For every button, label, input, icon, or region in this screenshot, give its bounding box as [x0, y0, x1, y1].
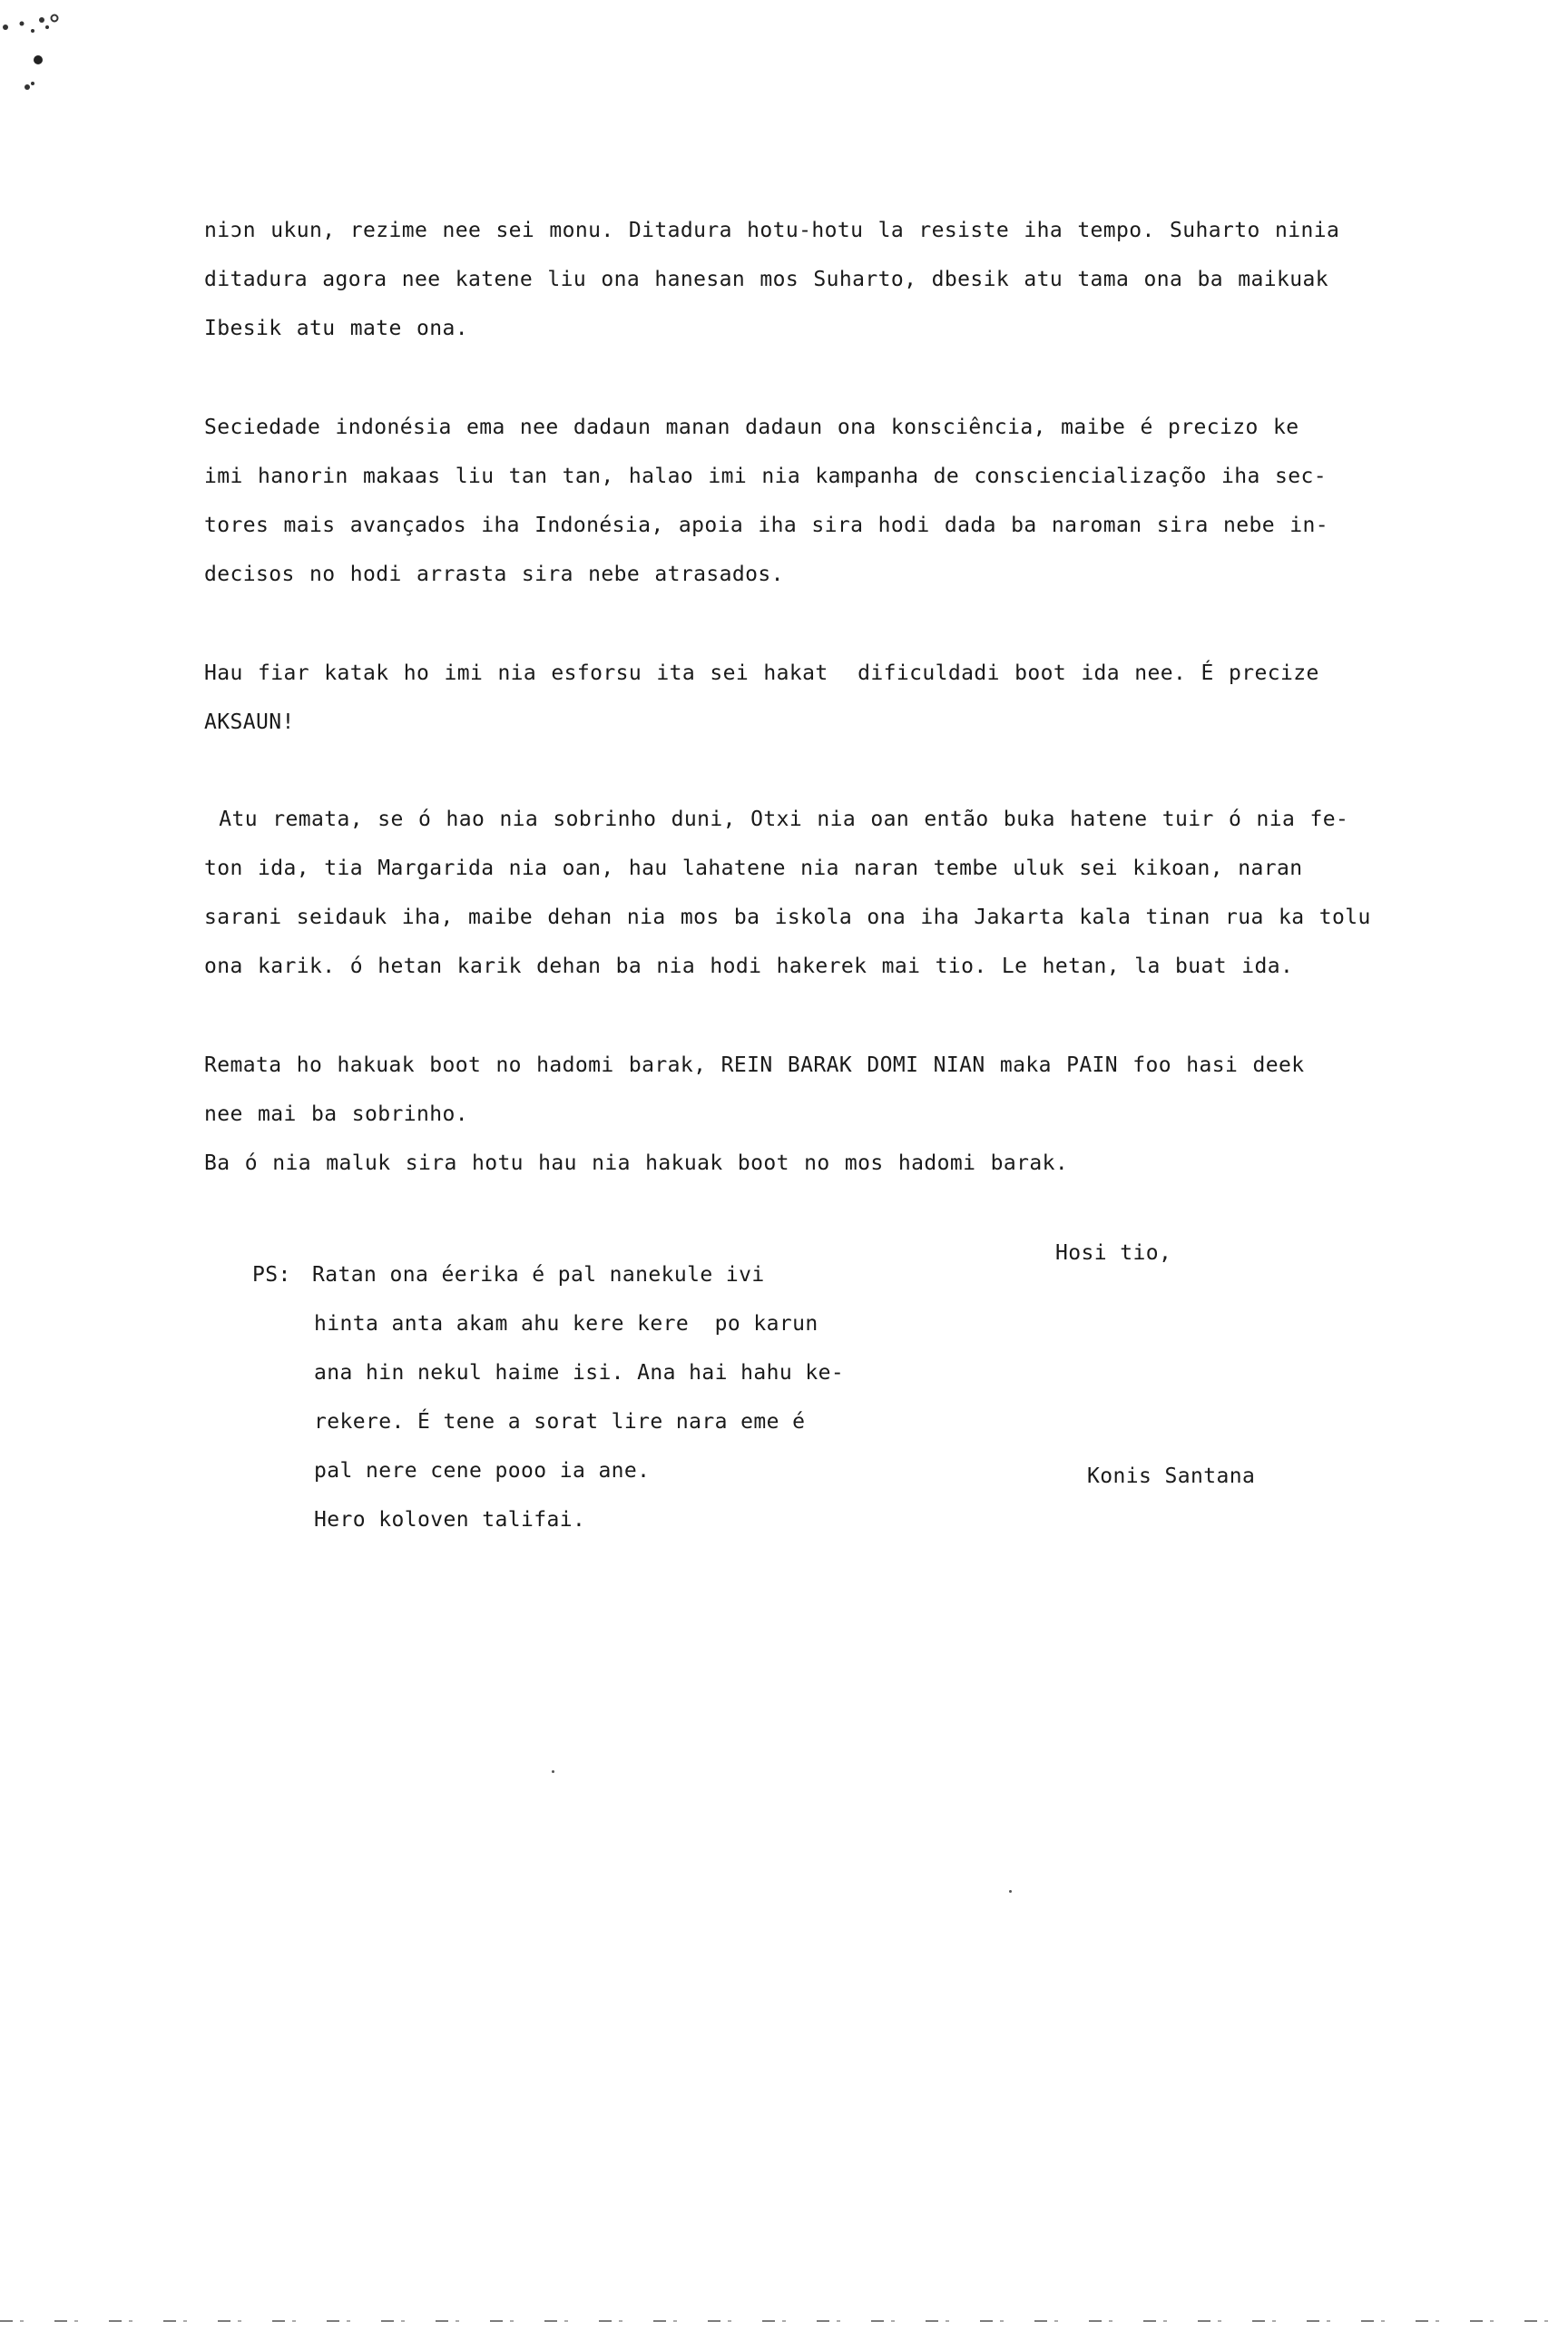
paper-speck [552, 1770, 554, 1773]
text-line: nee mai ba sobrinho. [204, 1102, 468, 1126]
text-line: Hau fiar katak ho imi nia esforsu ita sei hakat dificuldadi boot ida nee. É precize [204, 661, 1319, 685]
text-line: tores mais avançados iha Indonésia, apoia iha sira hodi dada ba naroman sira nebe in- [204, 514, 1329, 537]
scan-edge-line [0, 2320, 1568, 2322]
postscript-label: PS: [252, 1263, 291, 1287]
text-line: rekere. É tene a sorat lire nara eme é [314, 1410, 806, 1434]
text-line: AKSAUN! [204, 710, 295, 734]
text-line: Remata ho hakuak boot no hadomi barak, REIN BARAK DOMI NIAN maka PAIN foo hasi deek [204, 1053, 1305, 1077]
paragraph-3 [204, 649, 1511, 747]
text-line: hinta anta akam ahu kere kere po karun [314, 1312, 818, 1336]
postscript [252, 1250, 978, 1544]
text-line: ditadura agora nee katene liu ona hanesan mos Suharto, dbesik atu tama ona ba maikuak [204, 268, 1329, 291]
text-line: sarani seidauk iha, maibe dehan nia mos ba iskola ona iha Jakarta kala tinan rua ka tolu [204, 906, 1371, 929]
corner-stamp-marks [0, 0, 91, 109]
paragraph-4 [204, 795, 1511, 991]
text-line: Ratan ona éerika é pal nanekule ivi [312, 1263, 765, 1287]
paragraph-1 [204, 206, 1511, 353]
paragraph-2 [204, 403, 1511, 599]
text-line: ton ida, tia Margarida nia oan, hau lahatene nia naran tembe uluk sei kikoan, naran [204, 857, 1303, 880]
text-line: decisos no hodi arrasta sira nebe atrasados. [204, 563, 784, 586]
paragraph-5 [204, 1041, 1511, 1188]
paper-speck [1009, 1890, 1012, 1893]
text-line: pal nere cene pooo ia ane. [314, 1459, 651, 1483]
text-line: imi hanorin makaas liu tan tan, halao imi nia kampanha de consciencializaçõo iha sec- [204, 465, 1328, 488]
text-line: ana hin nekul haime isi. Ana hai hahu ke- [314, 1361, 845, 1385]
closing-salutation: Hosi tio, [1055, 1241, 1172, 1265]
text-line: ona karik. ó hetan karik dehan ba nia hodi hakerek mai tio. Le hetan, la buat ida. [204, 955, 1294, 978]
text-line: niɔn ukun, rezime nee sei monu. Ditadura hotu-hotu la resiste iha tempo. Suharto ninia [204, 219, 1340, 242]
text-line: Atu remata, se ó hao nia sobrinho duni, Otxi nia oan então buka hatene tuir ó nia fe- [204, 808, 1349, 831]
signature-name: Konis Santana [1087, 1464, 1256, 1488]
text-line: Seciedade indonésia ema nee dadaun manan dadaun ona konsciência, maibe é precizo ke [204, 416, 1299, 439]
text-line: Ibesik atu mate ona. [204, 317, 468, 340]
postscript-first-line [252, 1250, 978, 1299]
text-line: Hero koloven talifai. [314, 1508, 586, 1532]
text-line: Ba ó nia maluk sira hotu hau nia hakuak boot no mos hadomi barak. [204, 1151, 1069, 1175]
